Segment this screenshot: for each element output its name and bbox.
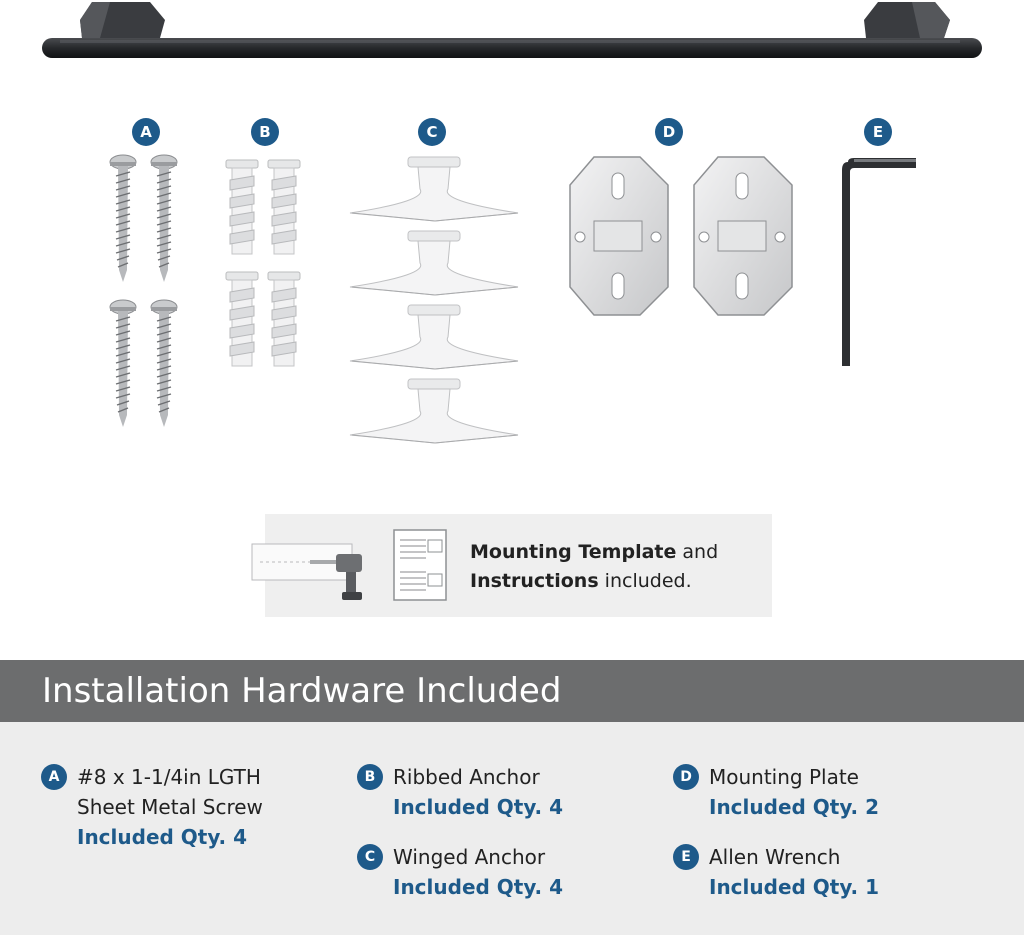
instructions-document-icon (392, 528, 452, 604)
legend-badge-a: A (41, 764, 67, 790)
allen-wrench-image (838, 150, 928, 370)
template-and-text: and (676, 541, 719, 563)
label-c-badge: C (418, 118, 446, 146)
legend-item-e-name: Allen Wrench (709, 845, 841, 869)
winged-anchors-image (340, 155, 530, 445)
mounting-plates-image (566, 155, 806, 320)
legend-item-a-qty: Included Qty. 4 (77, 825, 248, 849)
included-text: included. (598, 570, 692, 592)
label-a-badge: A (132, 118, 160, 146)
template-instructions-text (470, 538, 770, 596)
legend-item-c-name: Winged Anchor (393, 845, 546, 869)
label-b-badge: B (251, 118, 279, 146)
template-bold-text: Mounting Template (470, 541, 677, 563)
template-instructions-box (265, 514, 772, 617)
drill-template-icon (250, 542, 370, 602)
hardware-legend (0, 722, 1024, 935)
legend-badge-b: B (357, 764, 383, 790)
legend-item-d-qty: Included Qty. 2 (709, 795, 880, 819)
legend-item-d-name: Mounting Plate (709, 765, 859, 789)
legend-item-e-qty: Included Qty. 1 (709, 875, 880, 899)
label-d-badge: D (655, 118, 683, 146)
legend-badge-d: D (673, 764, 699, 790)
hardware-banner (0, 660, 1024, 722)
legend-item-b-name: Ribbed Anchor (393, 765, 540, 789)
legend-item-c-qty: Included Qty. 4 (393, 875, 564, 899)
banner-title: Installation Hardware Included (42, 671, 562, 711)
towel-bar-image (0, 0, 1024, 80)
legend-badge-e: E (673, 844, 699, 870)
legend-badge-c: C (357, 844, 383, 870)
instructions-bold-text: Instructions (470, 570, 599, 592)
screws-image (105, 152, 205, 442)
legend-item-a-name-2: Sheet Metal Screw (77, 795, 263, 819)
legend-item-b-qty: Included Qty. 4 (393, 795, 564, 819)
legend-item-a-name-1: #8 x 1-1/4in LGTH (77, 765, 261, 789)
ribbed-anchors-image (222, 158, 312, 373)
label-e-badge: E (864, 118, 892, 146)
